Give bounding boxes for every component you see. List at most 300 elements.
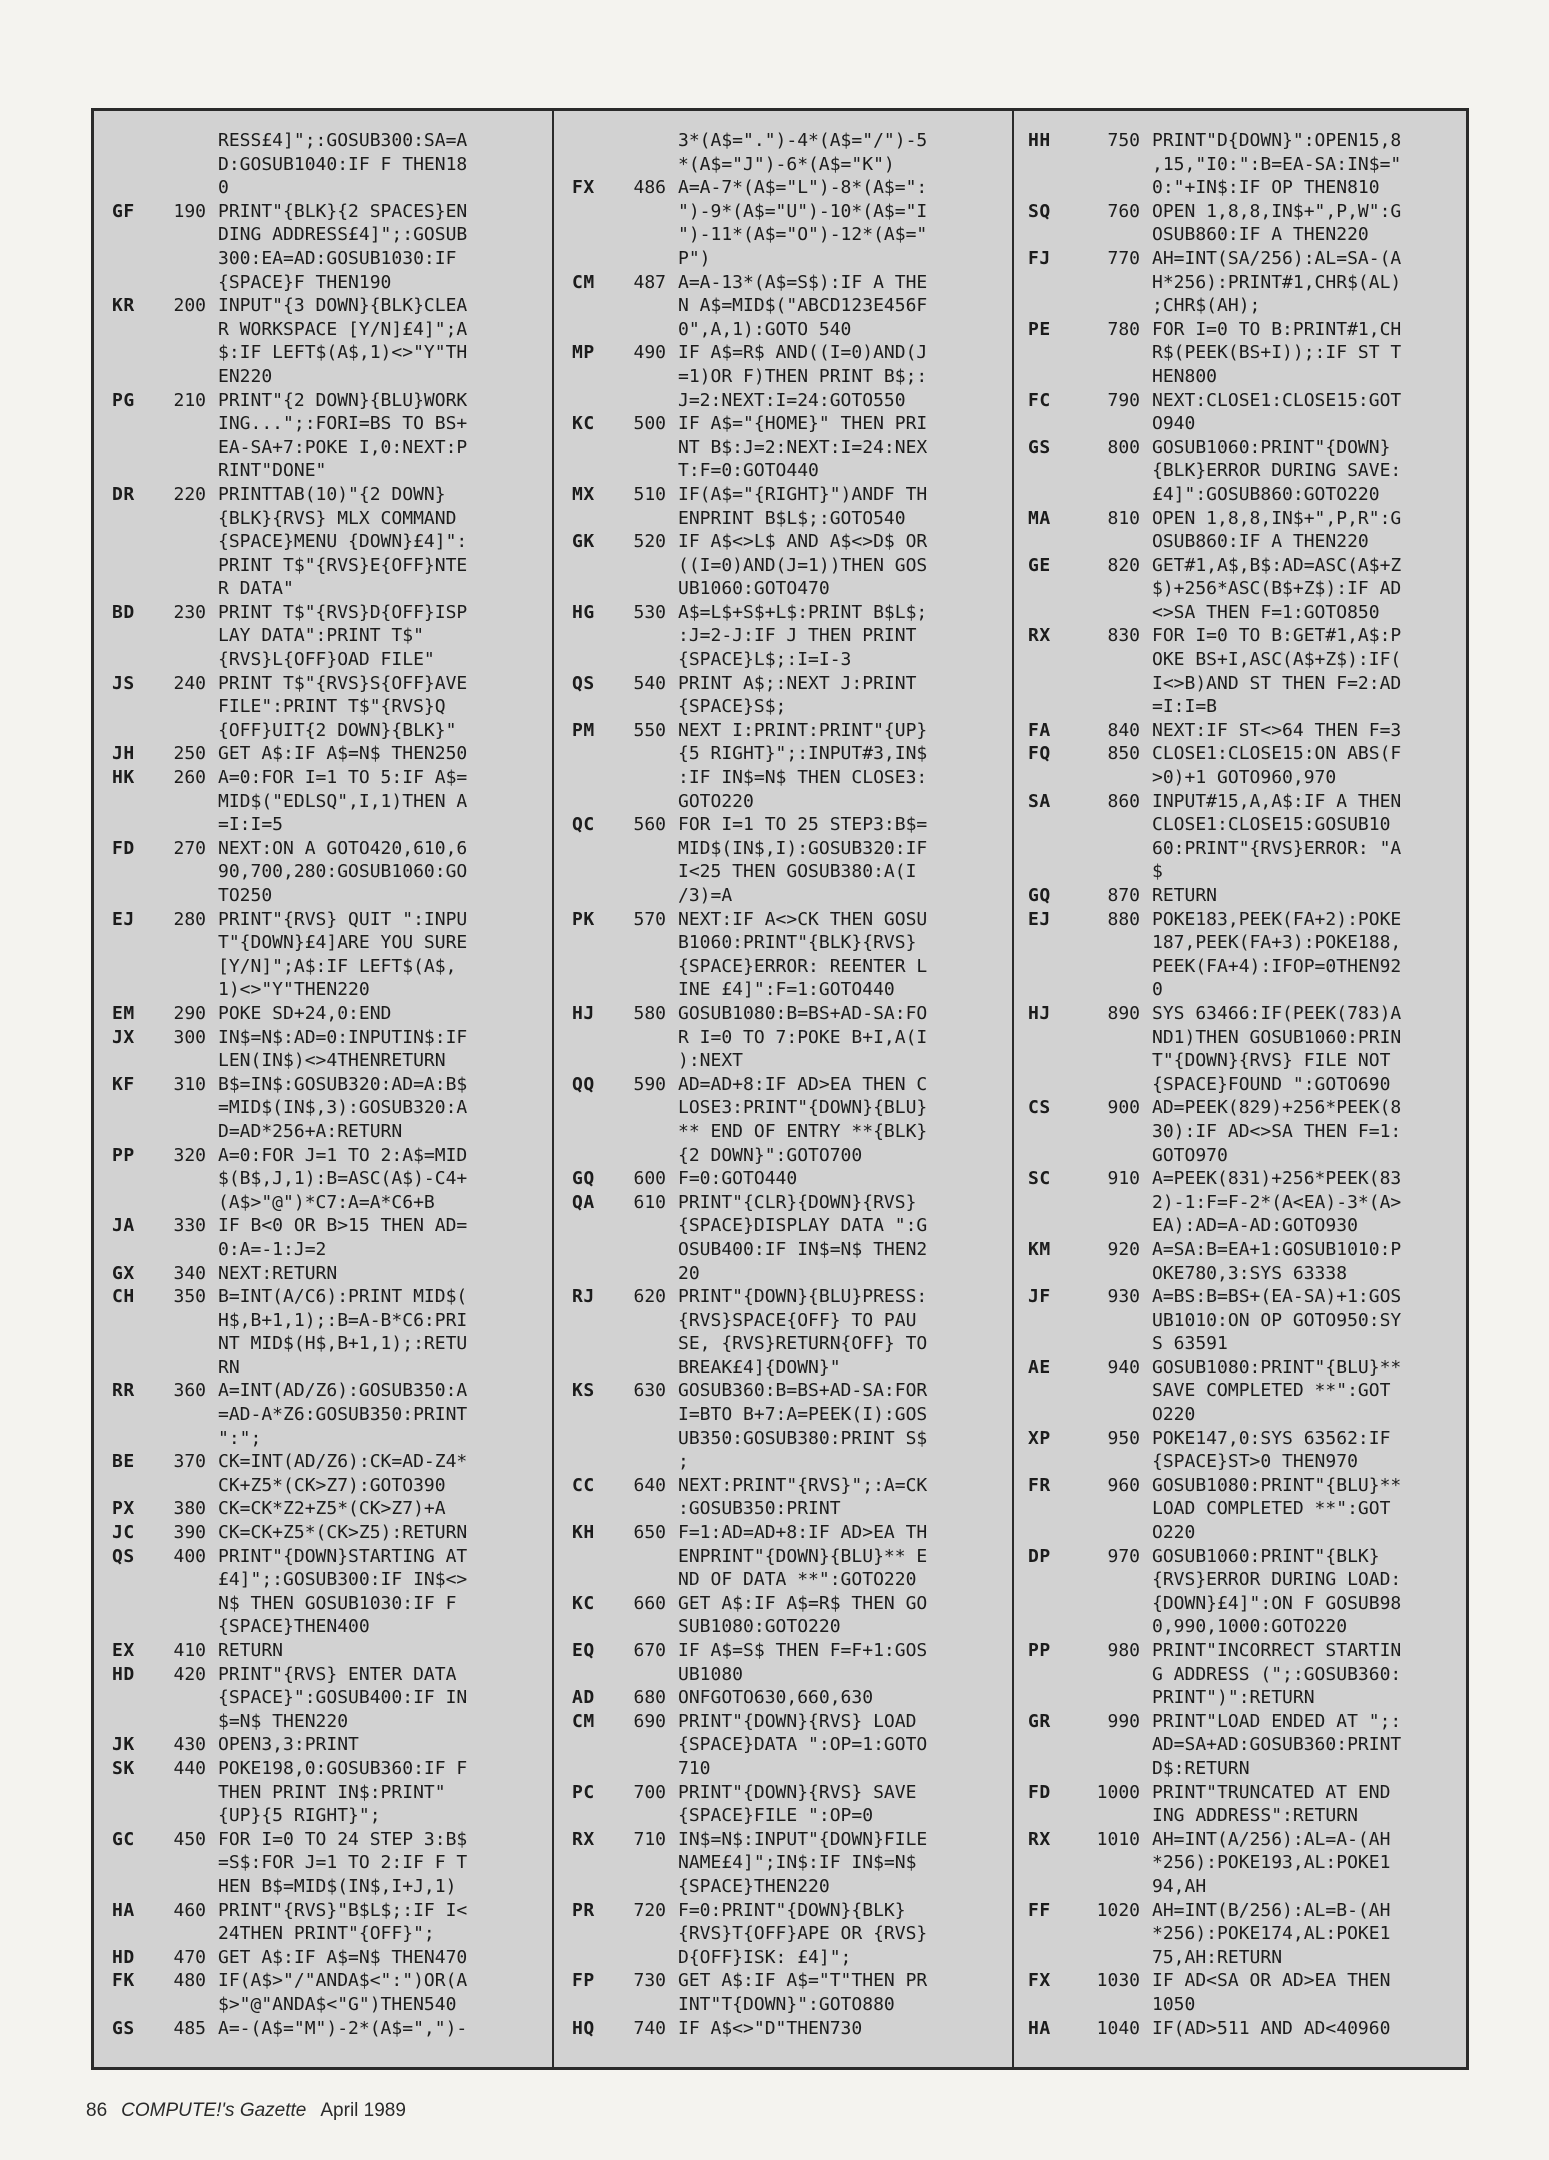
line-number: 500 bbox=[633, 413, 666, 435]
code-line bbox=[554, 507, 1012, 531]
checksum: GS bbox=[1028, 436, 1051, 458]
code-line bbox=[554, 1427, 1012, 1451]
basic-code: A=INT(AD/Z6):GOSUB350:A bbox=[218, 1380, 468, 1402]
basic-code: {SPACE}L$;:I=I-3 bbox=[678, 649, 852, 671]
code-line bbox=[1014, 318, 1469, 342]
code-line bbox=[94, 1545, 552, 1569]
code-line bbox=[1014, 766, 1469, 790]
code-line bbox=[94, 1167, 552, 1191]
magazine-title: COMPUTE!'s Gazette bbox=[121, 2100, 307, 2121]
basic-code: SYS 63466:IF(PEEK(783)A bbox=[1152, 1002, 1402, 1024]
basic-code: GET A$:IF A$="T"THEN PR bbox=[678, 1970, 928, 1992]
checksum: RX bbox=[1028, 625, 1051, 647]
checksum: QA bbox=[572, 1191, 595, 1213]
basic-code: CK=INT(AD/Z6):CK=AD-Z4* bbox=[218, 1451, 468, 1473]
basic-code: {SPACE}THEN220 bbox=[678, 1875, 830, 1897]
basic-code: ")-9*(A$="U")-10*(A$="I bbox=[678, 200, 928, 222]
code-line bbox=[554, 436, 1012, 460]
basic-code: R I=0 TO 7:POKE B+I,A(I bbox=[678, 1026, 928, 1048]
basic-code: £4]";:GOSUB300:IF IN$<> bbox=[218, 1569, 468, 1591]
code-line bbox=[554, 200, 1012, 224]
line-number: 720 bbox=[633, 1899, 666, 1921]
basic-code: OPEN3,3:PRINT bbox=[218, 1734, 359, 1756]
basic-code: PRINT"TRUNCATED AT END bbox=[1152, 1781, 1391, 1803]
code-line bbox=[1014, 672, 1469, 696]
basic-code: RN bbox=[218, 1356, 240, 1378]
basic-code: GOSUB1080:B=BS+AD-SA:FO bbox=[678, 1002, 928, 1024]
basic-code: INE £4]":F=1:GOTO440 bbox=[678, 979, 895, 1001]
basic-code: GOSUB1080:PRINT"{BLU}** bbox=[1152, 1356, 1402, 1378]
code-line bbox=[554, 1403, 1012, 1427]
line-number: 520 bbox=[633, 531, 666, 553]
code-line bbox=[1014, 884, 1469, 908]
code-line bbox=[1014, 1946, 1469, 1970]
line-number: 770 bbox=[1107, 247, 1140, 269]
code-line bbox=[1014, 129, 1469, 153]
basic-code: {BLK}ERROR DURING SAVE: bbox=[1152, 460, 1402, 482]
basic-code: T:F=0:GOTO440 bbox=[678, 460, 819, 482]
code-line bbox=[1014, 1710, 1469, 1734]
checksum: JX bbox=[112, 1026, 135, 1048]
checksum: KF bbox=[112, 1073, 135, 1095]
code-line bbox=[554, 1073, 1012, 1097]
basic-code: 0 bbox=[218, 177, 229, 199]
line-number: 300 bbox=[173, 1026, 206, 1048]
code-line bbox=[1014, 412, 1469, 436]
line-number: 430 bbox=[173, 1734, 206, 1756]
code-line bbox=[94, 223, 552, 247]
basic-code: PRINT"D{DOWN}":OPEN15,8 bbox=[1152, 130, 1402, 151]
basic-code: ":"; bbox=[218, 1427, 262, 1449]
code-line bbox=[1014, 223, 1469, 247]
line-number: 570 bbox=[633, 908, 666, 930]
line-number: 410 bbox=[173, 1640, 206, 1661]
code-line bbox=[94, 1568, 552, 1592]
code-line bbox=[94, 389, 552, 413]
checksum: FX bbox=[1028, 1970, 1051, 1992]
listing-column-2 bbox=[554, 111, 1014, 2067]
basic-code: 2)-1:F=F-2*(A<EA)-3*(A> bbox=[1152, 1191, 1402, 1213]
checksum: JF bbox=[1028, 1286, 1051, 1308]
code-line bbox=[94, 1497, 552, 1521]
code-line bbox=[554, 1875, 1012, 1899]
basic-code: GET A$:IF A$=N$ THEN250 bbox=[218, 743, 468, 765]
basic-code: GOSUB1060:PRINT"{DOWN} bbox=[1152, 436, 1391, 458]
basic-code: D:GOSUB1040:IF F THEN18 bbox=[218, 153, 468, 175]
code-line bbox=[1014, 719, 1469, 743]
line-number: 280 bbox=[173, 908, 206, 930]
basic-code: B$=IN$:GOSUB320:AD=A:B$ bbox=[218, 1073, 468, 1095]
basic-code: UB1080 bbox=[678, 1663, 744, 1685]
code-line bbox=[94, 1946, 552, 1970]
code-line bbox=[554, 1120, 1012, 1144]
code-line bbox=[1014, 1309, 1469, 1333]
basic-code: INT"T{DOWN}":GOTO880 bbox=[678, 1993, 895, 2015]
code-line bbox=[94, 1828, 552, 1852]
basic-code: $(B$,J,1):B=ASC(A$)-C4+ bbox=[218, 1168, 468, 1190]
code-line bbox=[1014, 365, 1469, 389]
code-line bbox=[554, 672, 1012, 696]
basic-code: RETURN bbox=[218, 1640, 284, 1661]
basic-code: $:IF LEFT$(A$,1)<>"Y"TH bbox=[218, 342, 468, 364]
basic-code: EN220 bbox=[218, 365, 273, 387]
code-line bbox=[554, 1993, 1012, 2017]
line-number: 420 bbox=[173, 1663, 206, 1685]
checksum: FJ bbox=[1028, 247, 1051, 269]
code-line bbox=[554, 1851, 1012, 1875]
line-number: 630 bbox=[633, 1380, 666, 1402]
line-number: 470 bbox=[173, 1946, 206, 1968]
code-line bbox=[554, 1922, 1012, 1946]
basic-code: POKE SD+24,0:END bbox=[218, 1002, 392, 1024]
code-line bbox=[1014, 1993, 1469, 2017]
code-line bbox=[554, 908, 1012, 932]
code-line bbox=[1014, 1686, 1469, 1710]
checksum: GS bbox=[112, 2017, 135, 2039]
code-line bbox=[94, 436, 552, 460]
basic-code: ((I=0)AND(J=1))THEN GOS bbox=[678, 554, 928, 576]
checksum: QQ bbox=[572, 1073, 595, 1095]
code-line bbox=[94, 1073, 552, 1097]
code-line bbox=[94, 1356, 552, 1380]
code-line bbox=[554, 1285, 1012, 1309]
basic-code: {SPACE}MENU {DOWN}£4]": bbox=[218, 531, 468, 553]
basic-code: NAME£4]";IN$:IF IN$=N$ bbox=[678, 1852, 917, 1874]
line-number: 486 bbox=[633, 177, 666, 199]
checksum: DR bbox=[112, 483, 135, 505]
basic-code: ;CHR$(AH); bbox=[1152, 295, 1261, 317]
code-line bbox=[94, 813, 552, 837]
basic-code: =I:I=B bbox=[1152, 696, 1218, 718]
code-line bbox=[94, 1262, 552, 1286]
code-line bbox=[94, 1899, 552, 1923]
basic-code: FOR I=0 TO B:PRINT#1,CH bbox=[1152, 318, 1402, 340]
basic-code: FOR I=1 TO 25 STEP3:B$= bbox=[678, 814, 928, 836]
code-line bbox=[1014, 1757, 1469, 1781]
basic-code: SUB1080:GOTO220 bbox=[678, 1616, 841, 1638]
basic-code: INPUT#15,A,A$:IF A THEN bbox=[1152, 790, 1402, 812]
basic-code: AD=SA+AD:GOSUB360:PRINT bbox=[1152, 1734, 1402, 1756]
line-number: 580 bbox=[633, 1002, 666, 1024]
code-line bbox=[1014, 1285, 1469, 1309]
basic-code: {RVS}T{OFF}APE OR {RVS} bbox=[678, 1923, 928, 1945]
line-number: 840 bbox=[1107, 719, 1140, 741]
checksum: PP bbox=[112, 1144, 135, 1166]
line-number: 870 bbox=[1107, 885, 1140, 906]
code-line bbox=[94, 1969, 552, 1993]
code-line bbox=[94, 648, 552, 672]
code-line bbox=[94, 601, 552, 625]
code-line bbox=[554, 577, 1012, 601]
checksum: RX bbox=[572, 1828, 595, 1850]
line-number: 950 bbox=[1107, 1427, 1140, 1449]
basic-code: /3)=A bbox=[678, 885, 733, 906]
basic-code: PRINT"LOAD ENDED AT ";: bbox=[1152, 1710, 1402, 1732]
code-line bbox=[554, 341, 1012, 365]
line-number: 1020 bbox=[1096, 1899, 1140, 1921]
basic-code: 94,AH bbox=[1152, 1875, 1207, 1897]
basic-code: 20 bbox=[678, 1262, 700, 1284]
basic-code: {SPACE}":GOSUB400:IF IN bbox=[218, 1687, 468, 1709]
line-number: 320 bbox=[173, 1144, 206, 1166]
basic-code: IF(AD>511 AND AD<40960 bbox=[1152, 2017, 1391, 2039]
basic-code: NEXT:RETURN bbox=[218, 1262, 338, 1284]
checksum: JH bbox=[112, 743, 135, 765]
basic-code: A=SA:B=EA+1:GOSUB1010:P bbox=[1152, 1238, 1402, 1260]
code-line bbox=[94, 884, 552, 908]
basic-code: {SPACE}DISPLAY DATA ":G bbox=[678, 1215, 928, 1237]
checksum: JS bbox=[112, 672, 135, 694]
code-line bbox=[94, 1379, 552, 1403]
code-line bbox=[94, 1851, 552, 1875]
line-number: 1030 bbox=[1096, 1970, 1140, 1992]
basic-code: {SPACE}ERROR: REENTER L bbox=[678, 955, 928, 977]
code-line bbox=[554, 1332, 1012, 1356]
code-line bbox=[554, 884, 1012, 908]
code-line bbox=[554, 790, 1012, 814]
checksum: FQ bbox=[1028, 743, 1051, 765]
line-number: 920 bbox=[1107, 1238, 1140, 1260]
basic-code: T"{DOWN}{RVS} FILE NOT bbox=[1152, 1050, 1391, 1072]
basic-code: 300:EA=AD:GOSUB1030:IF bbox=[218, 247, 457, 269]
code-line bbox=[1014, 1663, 1469, 1687]
code-line bbox=[1014, 176, 1469, 200]
listing-column-1 bbox=[94, 111, 554, 2067]
basic-code: *(A$="J")-6*(A$="K") bbox=[678, 153, 895, 175]
code-line bbox=[94, 1686, 552, 1710]
basic-code: H*256):PRINT#1,CHR$(AL) bbox=[1152, 271, 1402, 293]
code-line bbox=[1014, 1144, 1469, 1168]
code-line bbox=[554, 1497, 1012, 1521]
code-line bbox=[94, 860, 552, 884]
code-line bbox=[94, 908, 552, 932]
basic-code: UB1010:ON OP GOTO950:SY bbox=[1152, 1309, 1402, 1331]
basic-code: PRINT"{2 DOWN}{BLU}WORK bbox=[218, 389, 468, 411]
basic-code: GOSUB360:B=BS+AD-SA:FOR bbox=[678, 1380, 928, 1402]
checksum: KS bbox=[572, 1380, 595, 1402]
basic-code: PRINT A$;:NEXT J:PRINT bbox=[678, 672, 917, 694]
code-line bbox=[554, 1002, 1012, 1026]
basic-code: 60:PRINT"{RVS}ERROR: "A bbox=[1152, 837, 1402, 859]
checksum: HA bbox=[112, 1899, 135, 1921]
code-line bbox=[554, 1781, 1012, 1805]
line-number: 690 bbox=[633, 1710, 666, 1732]
code-line bbox=[94, 577, 552, 601]
code-line bbox=[554, 1309, 1012, 1333]
basic-code: RETURN bbox=[1152, 885, 1218, 906]
code-line bbox=[94, 271, 552, 295]
line-number: 360 bbox=[173, 1380, 206, 1402]
basic-code: I<>B)AND ST THEN F=2:AD bbox=[1152, 672, 1402, 694]
basic-code: $ bbox=[1152, 861, 1163, 883]
code-line bbox=[554, 129, 1012, 153]
basic-code: POKE183,PEEK(FA+2):POKE bbox=[1152, 908, 1402, 930]
basic-code: BREAK£4]{DOWN}" bbox=[678, 1356, 841, 1378]
code-line bbox=[1014, 1356, 1469, 1380]
checksum: MX bbox=[572, 483, 595, 505]
checksum: FX bbox=[572, 177, 595, 199]
code-line bbox=[94, 719, 552, 743]
basic-code: ING ADDRESS":RETURN bbox=[1152, 1805, 1358, 1827]
code-line bbox=[94, 1781, 552, 1805]
code-line bbox=[94, 1049, 552, 1073]
line-number: 370 bbox=[173, 1451, 206, 1473]
line-number: 640 bbox=[633, 1474, 666, 1496]
code-line bbox=[554, 1545, 1012, 1569]
basic-code: PRINTTAB(10)"{2 DOWN} bbox=[218, 483, 446, 505]
basic-code: B=INT(A/C6):PRINT MID$( bbox=[218, 1286, 468, 1308]
line-number: 210 bbox=[173, 389, 206, 411]
basic-code: DING ADDRESS£4]";:GOSUB bbox=[218, 224, 468, 246]
checksum: FK bbox=[112, 1970, 135, 1992]
page-number: 86 bbox=[86, 2100, 108, 2121]
code-line bbox=[1014, 554, 1469, 578]
code-line bbox=[94, 507, 552, 531]
basic-code: S 63591 bbox=[1152, 1333, 1228, 1355]
code-line bbox=[554, 1710, 1012, 1734]
code-line bbox=[554, 1238, 1012, 1262]
code-line bbox=[1014, 648, 1469, 672]
code-line bbox=[554, 1167, 1012, 1191]
checksum: PR bbox=[572, 1899, 595, 1921]
code-line bbox=[1014, 1262, 1469, 1286]
basic-code: PRINT T$"{RVS}E{OFF}NTE bbox=[218, 554, 468, 576]
code-line bbox=[1014, 459, 1469, 483]
code-line bbox=[554, 176, 1012, 200]
checksum: AD bbox=[572, 1687, 595, 1709]
code-line bbox=[94, 837, 552, 861]
basic-code: ):NEXT bbox=[678, 1050, 744, 1072]
basic-code: F=1:AD=AD+8:IF AD>EA TH bbox=[678, 1522, 928, 1544]
checksum: GR bbox=[1028, 1710, 1051, 1732]
checksum: KC bbox=[572, 1592, 595, 1614]
basic-code: PRINT")":RETURN bbox=[1152, 1687, 1315, 1709]
checksum: FF bbox=[1028, 1899, 1051, 1921]
basic-code: TO250 bbox=[218, 885, 273, 906]
basic-code: D{OFF}ISK: £4]"; bbox=[678, 1946, 852, 1968]
code-line bbox=[1014, 1450, 1469, 1474]
checksum: RR bbox=[112, 1380, 135, 1402]
code-line bbox=[94, 1733, 552, 1757]
checksum: PX bbox=[112, 1498, 135, 1520]
checksum: PG bbox=[112, 389, 135, 411]
checksum: HQ bbox=[572, 2017, 595, 2039]
line-number: 750 bbox=[1107, 130, 1140, 151]
basic-code: NT B$:J=2:NEXT:I=24:NEX bbox=[678, 436, 928, 458]
line-number: 980 bbox=[1107, 1640, 1140, 1661]
code-line bbox=[1014, 837, 1469, 861]
checksum: EX bbox=[112, 1640, 135, 1661]
code-line bbox=[1014, 1922, 1469, 1946]
basic-code: 30):IF AD<>SA THEN F=1: bbox=[1152, 1120, 1402, 1142]
basic-code: OSUB400:IF IN$=N$ THEN2 bbox=[678, 1238, 928, 1260]
code-line bbox=[1014, 2017, 1469, 2041]
basic-code: 1)<>"Y"THEN220 bbox=[218, 979, 370, 1001]
basic-code: GOSUB1060:PRINT"{BLK} bbox=[1152, 1545, 1380, 1567]
line-number: 200 bbox=[173, 295, 206, 317]
code-line bbox=[554, 955, 1012, 979]
line-number: 850 bbox=[1107, 743, 1140, 765]
basic-code: A$=L$+S$+L$:PRINT B$L$; bbox=[678, 601, 928, 623]
code-line bbox=[554, 1639, 1012, 1663]
code-line bbox=[1014, 1167, 1469, 1191]
line-number: 830 bbox=[1107, 625, 1140, 647]
basic-code: LAY DATA":PRINT T$" bbox=[218, 625, 424, 647]
code-line bbox=[94, 1521, 552, 1545]
page-footer bbox=[86, 2100, 406, 2122]
checksum: BD bbox=[112, 601, 135, 623]
line-number: 1010 bbox=[1096, 1828, 1140, 1850]
line-number: 310 bbox=[173, 1073, 206, 1095]
basic-code: LOSE3:PRINT"{DOWN}{BLU} bbox=[678, 1097, 928, 1119]
basic-code: HEN800 bbox=[1152, 365, 1218, 387]
basic-code: LEN(IN$)<>4THENRETURN bbox=[218, 1050, 446, 1072]
code-line bbox=[1014, 341, 1469, 365]
checksum: KM bbox=[1028, 1238, 1051, 1260]
basic-code: [Y/N]";A$:IF LEFT$(A$, bbox=[218, 955, 457, 977]
code-line bbox=[554, 223, 1012, 247]
basic-code: GOTO970 bbox=[1152, 1144, 1228, 1166]
code-line bbox=[94, 294, 552, 318]
code-line bbox=[94, 153, 552, 177]
basic-code: I<25 THEN GOSUB380:A(I bbox=[678, 861, 917, 883]
basic-code: OPEN 1,8,8,IN$+",P,W":G bbox=[1152, 200, 1402, 222]
line-number: 400 bbox=[173, 1545, 206, 1567]
code-line bbox=[94, 483, 552, 507]
line-number: 900 bbox=[1107, 1097, 1140, 1119]
code-line bbox=[1014, 247, 1469, 271]
code-line bbox=[554, 648, 1012, 672]
code-line bbox=[554, 1686, 1012, 1710]
basic-code: NT MID$(H$,B+1,1);:RETU bbox=[218, 1333, 468, 1355]
line-number: 650 bbox=[633, 1522, 666, 1544]
basic-code: H$,B+1,1);:B=A-B*C6:PRI bbox=[218, 1309, 468, 1331]
code-line bbox=[94, 1120, 552, 1144]
basic-code: GET A$:IF A$=R$ THEN GO bbox=[678, 1592, 928, 1614]
basic-code: ND OF DATA **":GOTO220 bbox=[678, 1569, 917, 1591]
code-line bbox=[1014, 1026, 1469, 1050]
code-line bbox=[554, 294, 1012, 318]
basic-code: PRINT"{DOWN}{RVS} SAVE bbox=[678, 1781, 917, 1803]
checksum: QC bbox=[572, 814, 595, 836]
checksum: PM bbox=[572, 719, 595, 741]
code-line bbox=[94, 1026, 552, 1050]
code-line bbox=[94, 1922, 552, 1946]
checksum: GF bbox=[112, 200, 135, 222]
checksum: FR bbox=[1028, 1474, 1051, 1496]
basic-code: EA):AD=A-AD:GOTO930 bbox=[1152, 1215, 1358, 1237]
line-number: 740 bbox=[633, 2017, 666, 2039]
code-line bbox=[94, 1332, 552, 1356]
basic-code: THEN PRINT IN$:PRINT" bbox=[218, 1781, 446, 1803]
code-line bbox=[1014, 1332, 1469, 1356]
basic-code: R$(PEEK(BS+I));:IF ST T bbox=[1152, 342, 1402, 364]
basic-code: OKE780,3:SYS 63338 bbox=[1152, 1262, 1348, 1284]
code-line bbox=[94, 1096, 552, 1120]
basic-code: {SPACE}DATA ":OP=1:GOTO bbox=[678, 1734, 928, 1756]
code-line bbox=[1014, 1828, 1469, 1852]
basic-code: IF AD<SA OR AD>EA THEN bbox=[1152, 1970, 1391, 1992]
code-line bbox=[1014, 1899, 1469, 1923]
basic-code: ENPRINT B$L$;:GOTO540 bbox=[678, 507, 906, 529]
code-line bbox=[1014, 742, 1469, 766]
code-line bbox=[554, 554, 1012, 578]
basic-code: PRINT T$"{RVS}D{OFF}ISP bbox=[218, 601, 468, 623]
basic-code: 0 bbox=[1152, 979, 1163, 1001]
code-line bbox=[1014, 790, 1469, 814]
line-number: 710 bbox=[633, 1828, 666, 1850]
basic-code: PRINT"{DOWN}{BLU}PRESS: bbox=[678, 1286, 928, 1308]
